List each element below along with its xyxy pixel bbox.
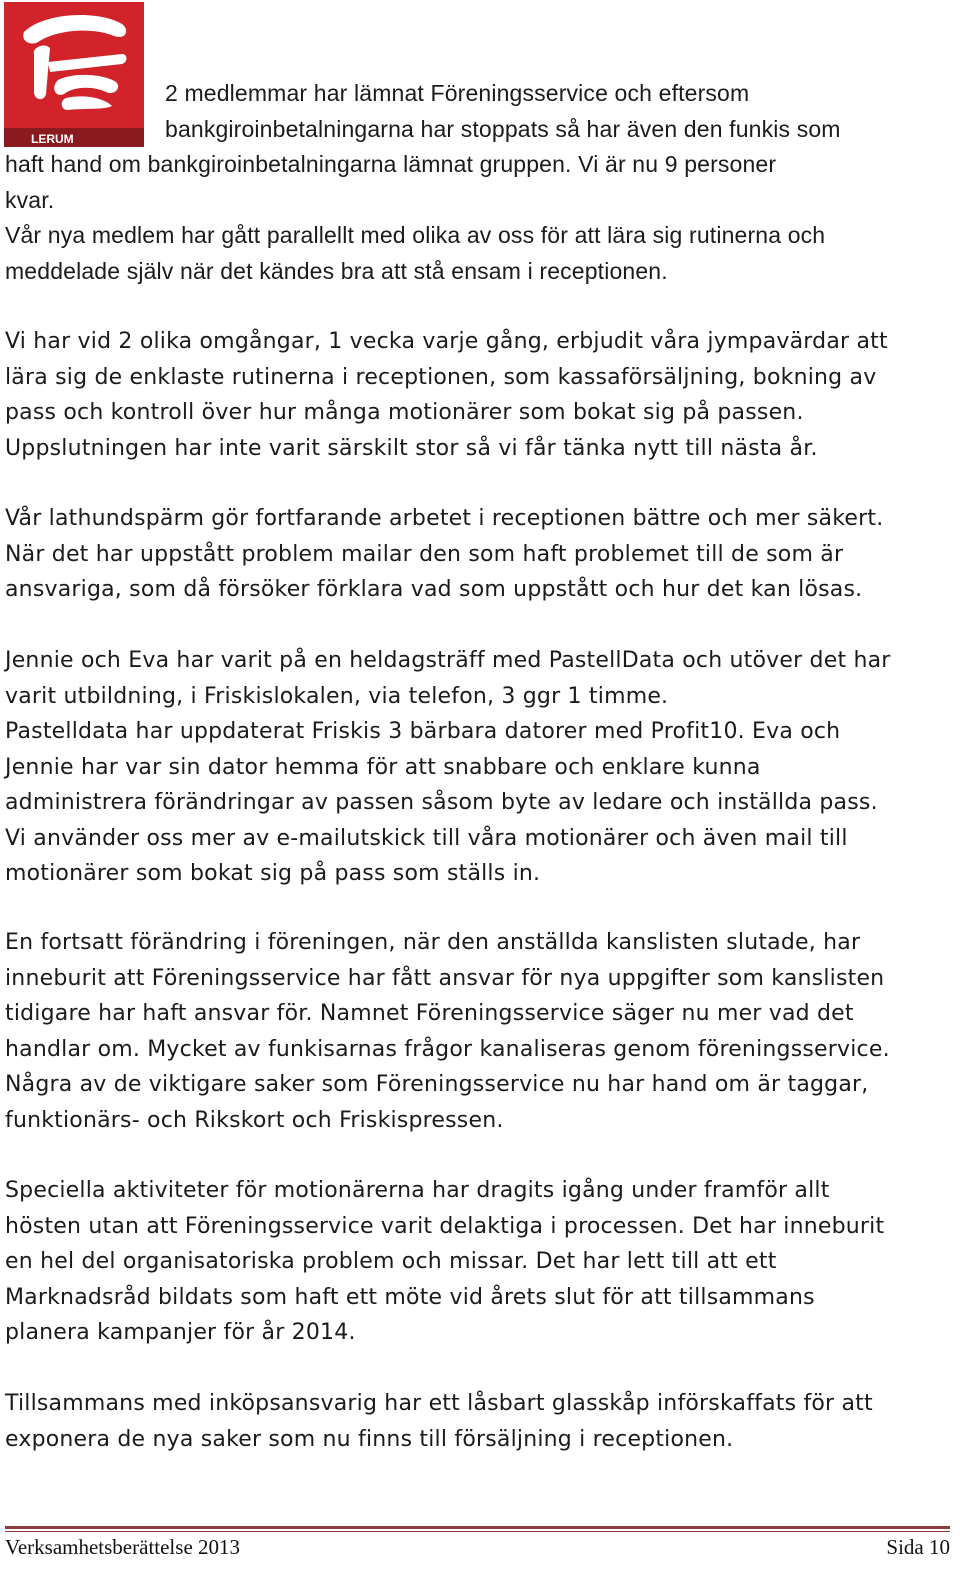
paragraph-line: När det har uppstått problem mailar den som haft problemet till de som är — [5, 541, 844, 567]
page-footer — [5, 1526, 950, 1560]
paragraph-line: En fortsatt förändring i föreningen, när den anställda kanslisten slutade, har — [5, 930, 861, 955]
paragraph-line: hösten utan att Föreningsservice varit delaktiga i processen. Det har inneburit — [5, 1213, 885, 1239]
paragraph-2 — [5, 324, 957, 466]
logo-band-text: LERUM — [31, 132, 74, 146]
paragraph-line: Speciella aktiviteter för motionärerna har dragits igång under framför allt — [5, 1178, 830, 1203]
paragraph-line: funktionärs- och Rikskort och Friskispressen. — [5, 1107, 504, 1133]
footer-row — [5, 1534, 950, 1560]
paragraph-line: Tillsammans med inköpsansvarig har ett låsbart glasskåp införskaffats för att — [5, 1391, 873, 1416]
paragraph-line: inneburit att Föreningsservice har fått ansvar för nya uppgifter som kanslisten — [5, 965, 885, 991]
paragraph-line: handlar om. Mycket av funkisarnas frågor kanaliseras genom föreningsservice. — [5, 1036, 890, 1062]
paragraph-line: haft hand om bankgiroinbetalningarna lämnat gruppen. Vi är nu 9 personer — [5, 151, 777, 177]
paragraph-5 — [5, 925, 957, 1138]
paragraph-line: planera kampanjer för år 2014. — [5, 1320, 356, 1345]
paragraph-line: Marknadsråd bildats som haft ett möte vid årets slut för att tillsammans — [5, 1284, 815, 1310]
paragraph-line: tidigare har haft ansvar för. Namnet Föreningsservice säger nu mer vad det — [5, 1001, 854, 1026]
paragraph-line: Jennie har var sin dator hemma för att snabbare och enklare kunna — [5, 754, 761, 780]
paragraph-line: meddelade själv när det kändes bra att stå ensam i receptionen. — [5, 257, 668, 284]
paragraph-4 — [5, 643, 957, 892]
paragraph-line: Uppslutningen har inte varit särskilt stor så vi får tänka nytt till nästa år. — [5, 435, 818, 461]
paragraph-line: ansvariga, som då försöker förklara vad som uppstått och hur det kan lösas. — [5, 577, 863, 602]
paragraph-line: exponera de nya saker som nu finns till försäljning i receptionen. — [5, 1426, 734, 1452]
paragraph-line: Vår lathundspärm gör fortfarande arbetet i receptionen bättre och mer säkert. — [5, 506, 884, 531]
paragraph-line: administrera förändringar av passen såsom byte av ledare och inställda pass. — [5, 790, 878, 815]
paragraph-3 — [5, 501, 957, 608]
paragraph-7 — [5, 1386, 957, 1457]
paragraph-line: motionärer som bokat sig på pass som ställs in. — [5, 861, 541, 886]
footer-divider-thin — [5, 1531, 950, 1532]
paragraph-line: lära sig de enklaste rutinerna i receptionen, som kassaförsäljning, bokning av — [5, 364, 877, 390]
paragraph-line: Jennie och Eva har varit på en heldagsträff med PastellData och utöver det har — [5, 648, 891, 673]
paragraph-line: bankgiroinbetalningarna har stoppats så har även den funkis som — [165, 115, 841, 142]
footer-divider — [5, 1526, 950, 1529]
paragraph-6 — [5, 1173, 957, 1351]
paragraph-line: varit utbildning, i Friskislokalen, via telefon, 3 ggr 1 timme. — [5, 683, 669, 709]
paragraph-line: 2 medlemmar har lämnat Föreningsservice och eftersom — [165, 80, 750, 106]
paragraph-line: kvar. — [5, 186, 55, 213]
paragraph-line: Vår nya medlem har gått parallellt med olika av oss för att lära sig rutinerna och — [5, 222, 826, 248]
paragraph-line: Vi har vid 2 olika omgångar, 1 vecka varje gång, erbjudit våra jympavärdar att — [5, 329, 888, 354]
footer-document-title: Verksamhetsberättelse 2013 — [5, 1535, 241, 1559]
paragraph-line: Pastelldata har uppdaterat Friskis 3 bärbara datorer med Profit10. Eva och — [5, 719, 841, 744]
footer-page-number: Sida 10 — [886, 1535, 950, 1559]
paragraph-1 — [5, 76, 955, 289]
paragraph-line: Några av de viktigare saker som Föreningsservice nu har hand om är taggar, — [5, 1072, 869, 1097]
paragraph-line: en hel del organisatoriska problem och missar. Det har lett till att ett — [5, 1249, 777, 1274]
paragraph-line: pass och kontroll över hur många motionärer som bokat sig på passen. — [5, 400, 804, 425]
paragraph-line: Vi använder oss mer av e-mailutskick till våra motionärer och även mail till — [5, 825, 848, 851]
